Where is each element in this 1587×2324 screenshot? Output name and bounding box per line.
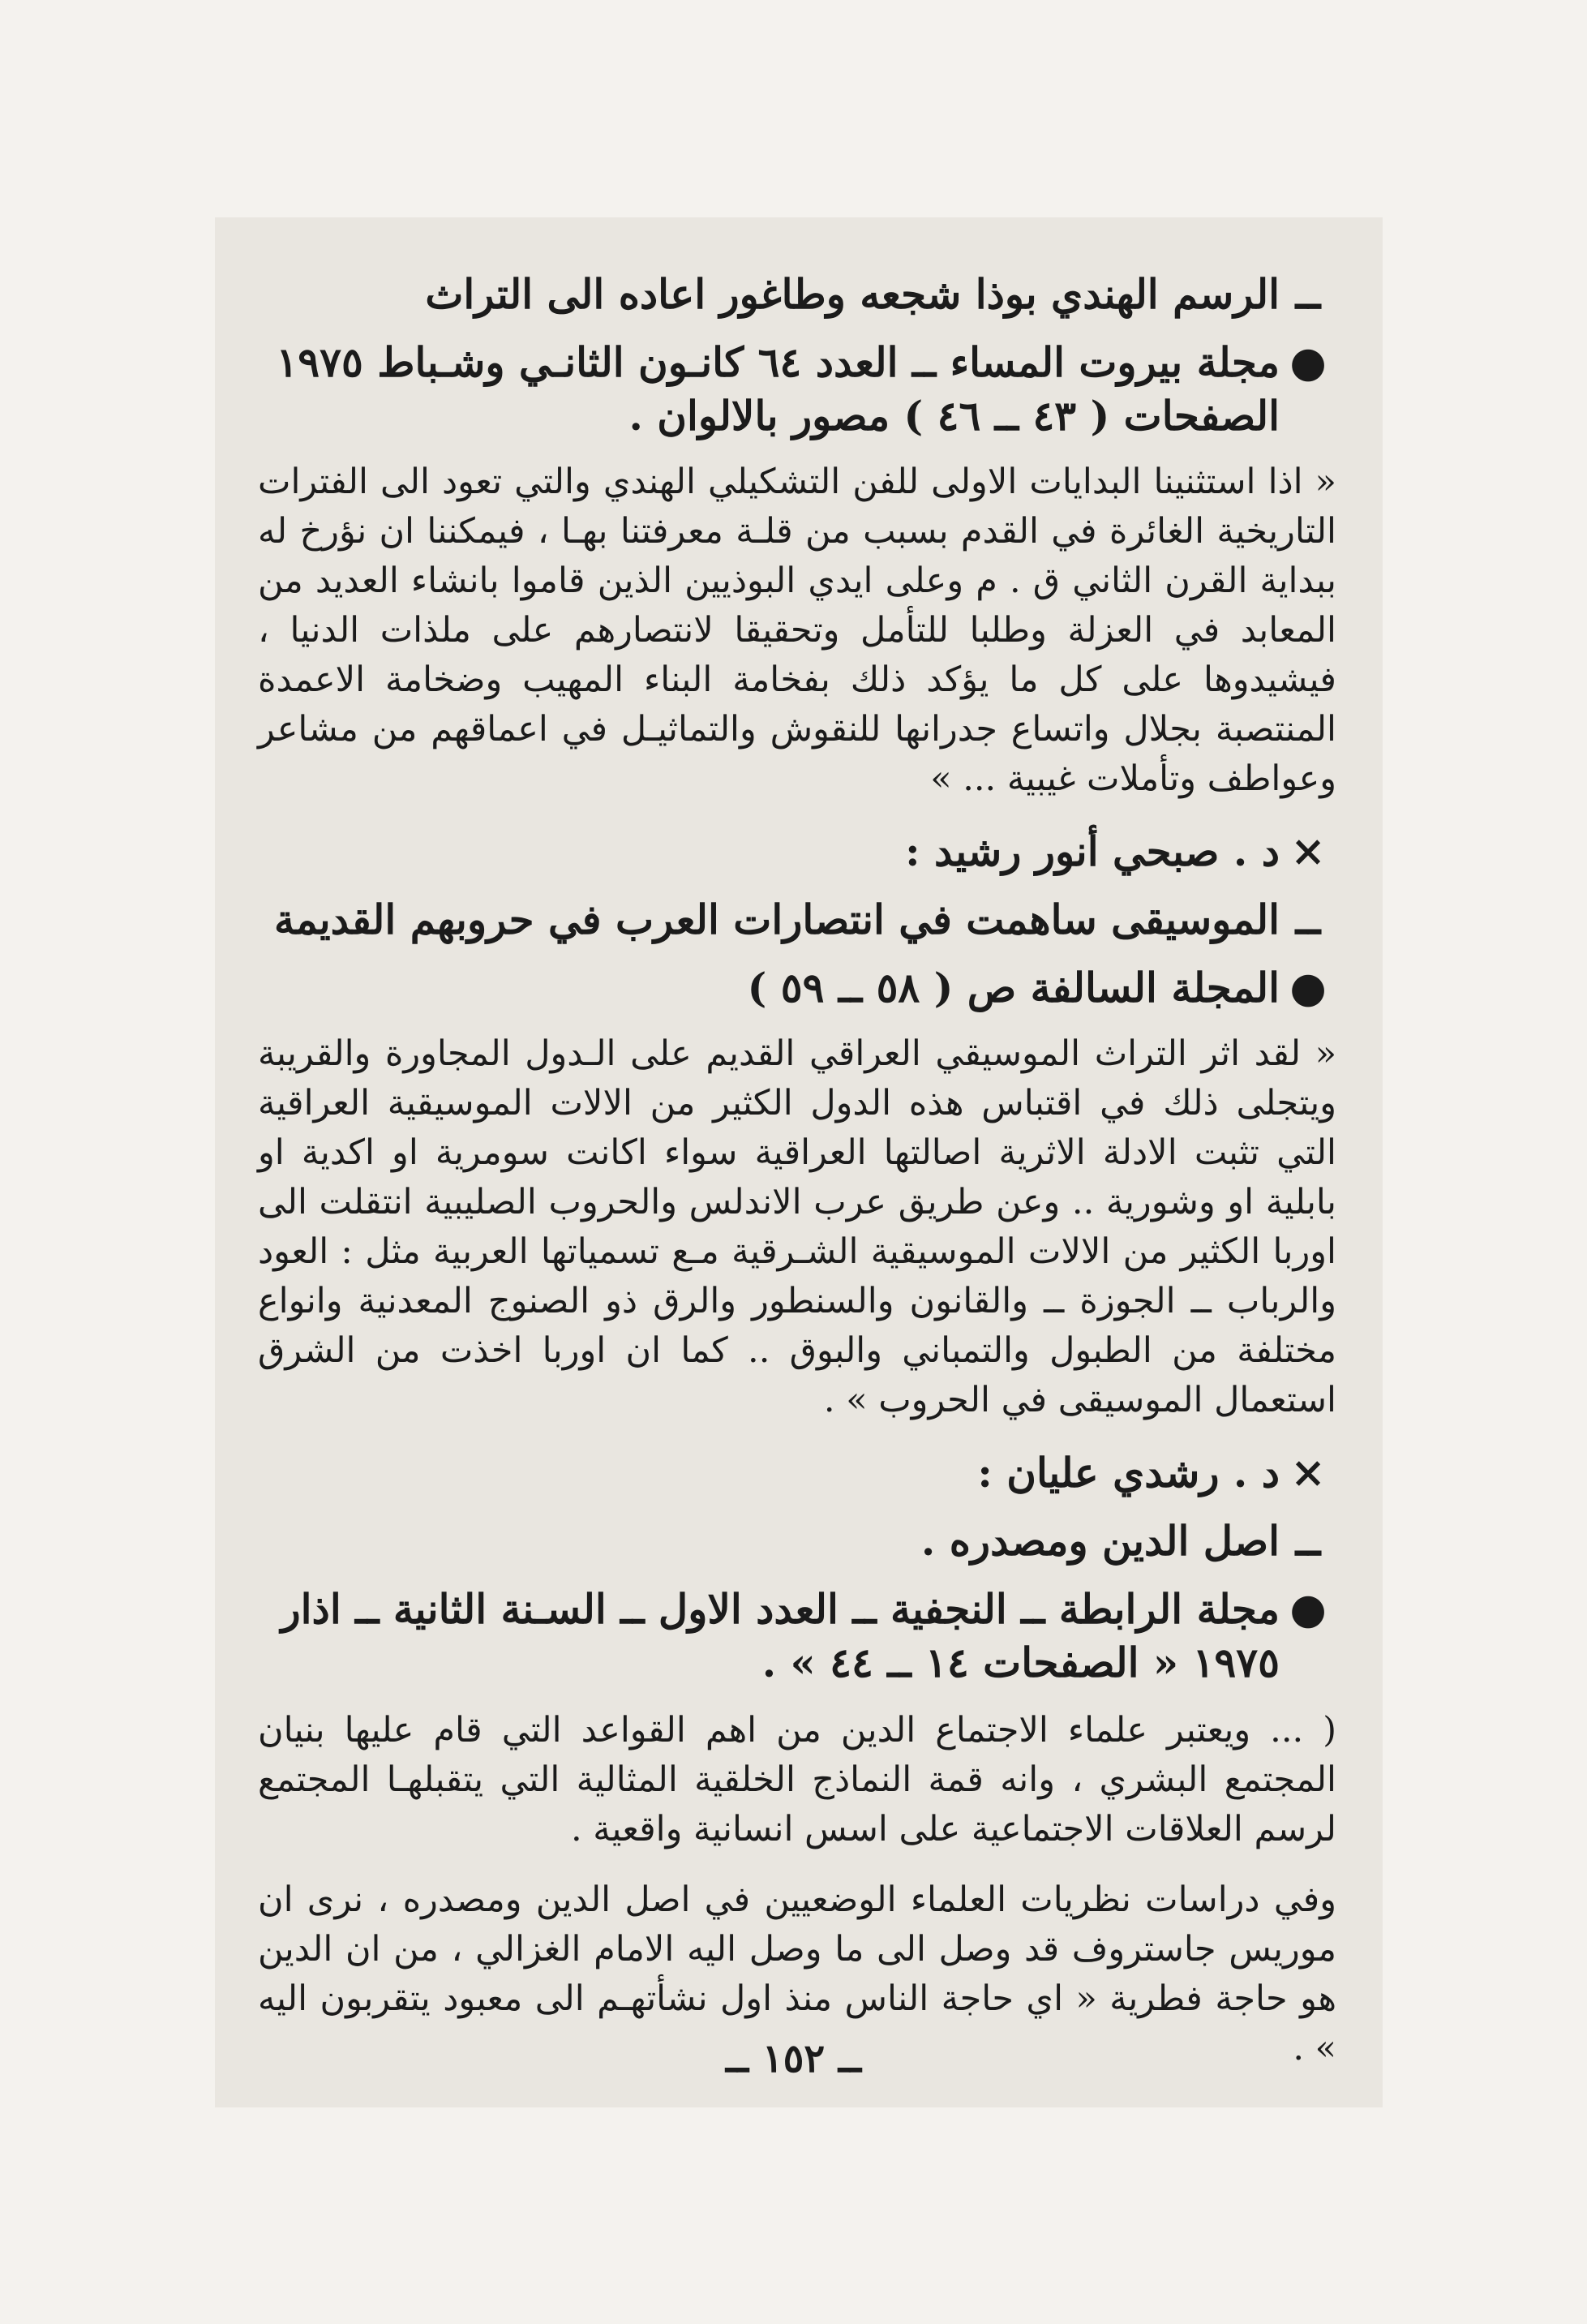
author-line <box>258 1446 1336 1500</box>
bullet-marker: ● <box>1289 963 1327 1012</box>
quote-paragraph: « لقد اثر التراث الموسيقي العراقي القديم على الـدول المجاورة والقريبة ويتجلى ذلك في اقتباس هذه الدول الكثير من الالات الموسيقية العراقية التي تثبت الادلة الاثرية اصالتها العراقية سواء اكانت سومرية او اكدية او بابلية او وشورية .. وعن طريق عرب الاندلس والحروب الصليبية انتقلت الى اوربا الكثير من الالات الموسيقية الشـرقية مـع تسمياتها العربية مثل : العود والرباب ــ الجوزة ــ والقانون والسنطور والرق ذو الصنوج المعدنية وانواع مختلفة من الطبول والتمباني والبوق .. كما ان اوربا اخذت من الشرق استعمال الموسيقى في الحروب » . <box>258 1033 1336 1420</box>
dash-marker: ــ <box>1295 1516 1321 1566</box>
source-citation: مجلة بيروت المساء ــ العدد ٦٤ كانـون الثانـي وشـباط ١٩٧٥ الصفحات ( ٤٣ ــ ٤٦ ) مصور بالالوان . <box>276 338 1280 440</box>
page-content <box>258 268 1336 2094</box>
topic-line <box>258 268 1336 321</box>
source-citation: مجلة الرابطة ــ النجفية ــ العدد الاول ــ السـنة الثانية ــ اذار ١٩٧٥ « الصفحات ١٤ ــ ٤٤ » . <box>281 1585 1280 1686</box>
topic-title: الموسيقى ساهمت في انتصارات العرب في حروبهم القديمة <box>274 896 1280 943</box>
source-line <box>258 336 1336 443</box>
author-line <box>258 825 1336 878</box>
source-line <box>258 961 1336 1015</box>
author-name: د . رشدي عليان : <box>977 1449 1280 1497</box>
cross-marker: × <box>1290 1448 1326 1497</box>
page-number: ــ ١٥٢ ــ <box>725 2036 862 2081</box>
dash-marker: ــ <box>1295 895 1321 944</box>
topic-title: اصل الدين ومصدره . <box>920 1517 1280 1565</box>
topic-title: الرسم الهندي بوذا شجعه وطاغور اعاده الى التراث <box>425 270 1280 318</box>
topic-line <box>258 1514 1336 1568</box>
source-citation: المجلة السالفة ص ( ٥٨ ــ ٥٩ ) <box>747 964 1280 1012</box>
author-name: د . صبحي أنور رشيد : <box>905 827 1280 875</box>
bullet-marker: ● <box>1289 337 1327 387</box>
quote-paragraph: « اذا استثنينا البدايات الاولى للفن التشكيلي الهندي والتي تعود الى الفترات التاريخية الغائرة في القدم بسبب من قلـة معرفتنا بهـا ، فيمكننا ان نؤرخ له ببداية القرن الثاني ق . م وعلى ايدي البوذيين الذين قاموا بانشاء العديد من المعابد في العزلة وطلبا للتأمل وتحقيقا لانتصارهم على ملذات الدنيا ، فيشيدوها على كل ما يؤكد ذلك بفخامة البناء المهيب وضخامة الاعمدة المنتصبة بجلال واتساع جدرانها للنقوش والتماثيـل في اعماقهم من مشاعر وعواطف وتأملات غيبية ... » <box>258 462 1336 799</box>
source-line <box>258 1583 1336 1690</box>
dash-marker: ــ <box>1295 269 1321 319</box>
bullet-marker: ● <box>1289 1584 1327 1634</box>
quote-paragraph: ( ... ويعتبر علماء الاجتماع الدين من اهم القواعد التي قام عليها بنيان المجتمع البشري ، وانه قمة النماذج الخلقية المثالية التي يتقبلهـا المجتمع لرسم العلاقات الاجتماعية على اسس انسانية واقعية . <box>258 1710 1336 1849</box>
cross-marker: × <box>1290 827 1326 876</box>
body-paragraph: وفي دراسات نظريات العلماء الوضعيين في اصل الدين ومصدره ، نرى ان موريس جاستروف قد وصل الى ما وصل اليه الامام الغزالي ، من ان الدين هو حاجة فطرية « اي حاجة الناس منذ اول نشأتهـم الى معبود يتقربون اليه » . <box>258 1879 1336 2068</box>
topic-line <box>258 893 1336 947</box>
